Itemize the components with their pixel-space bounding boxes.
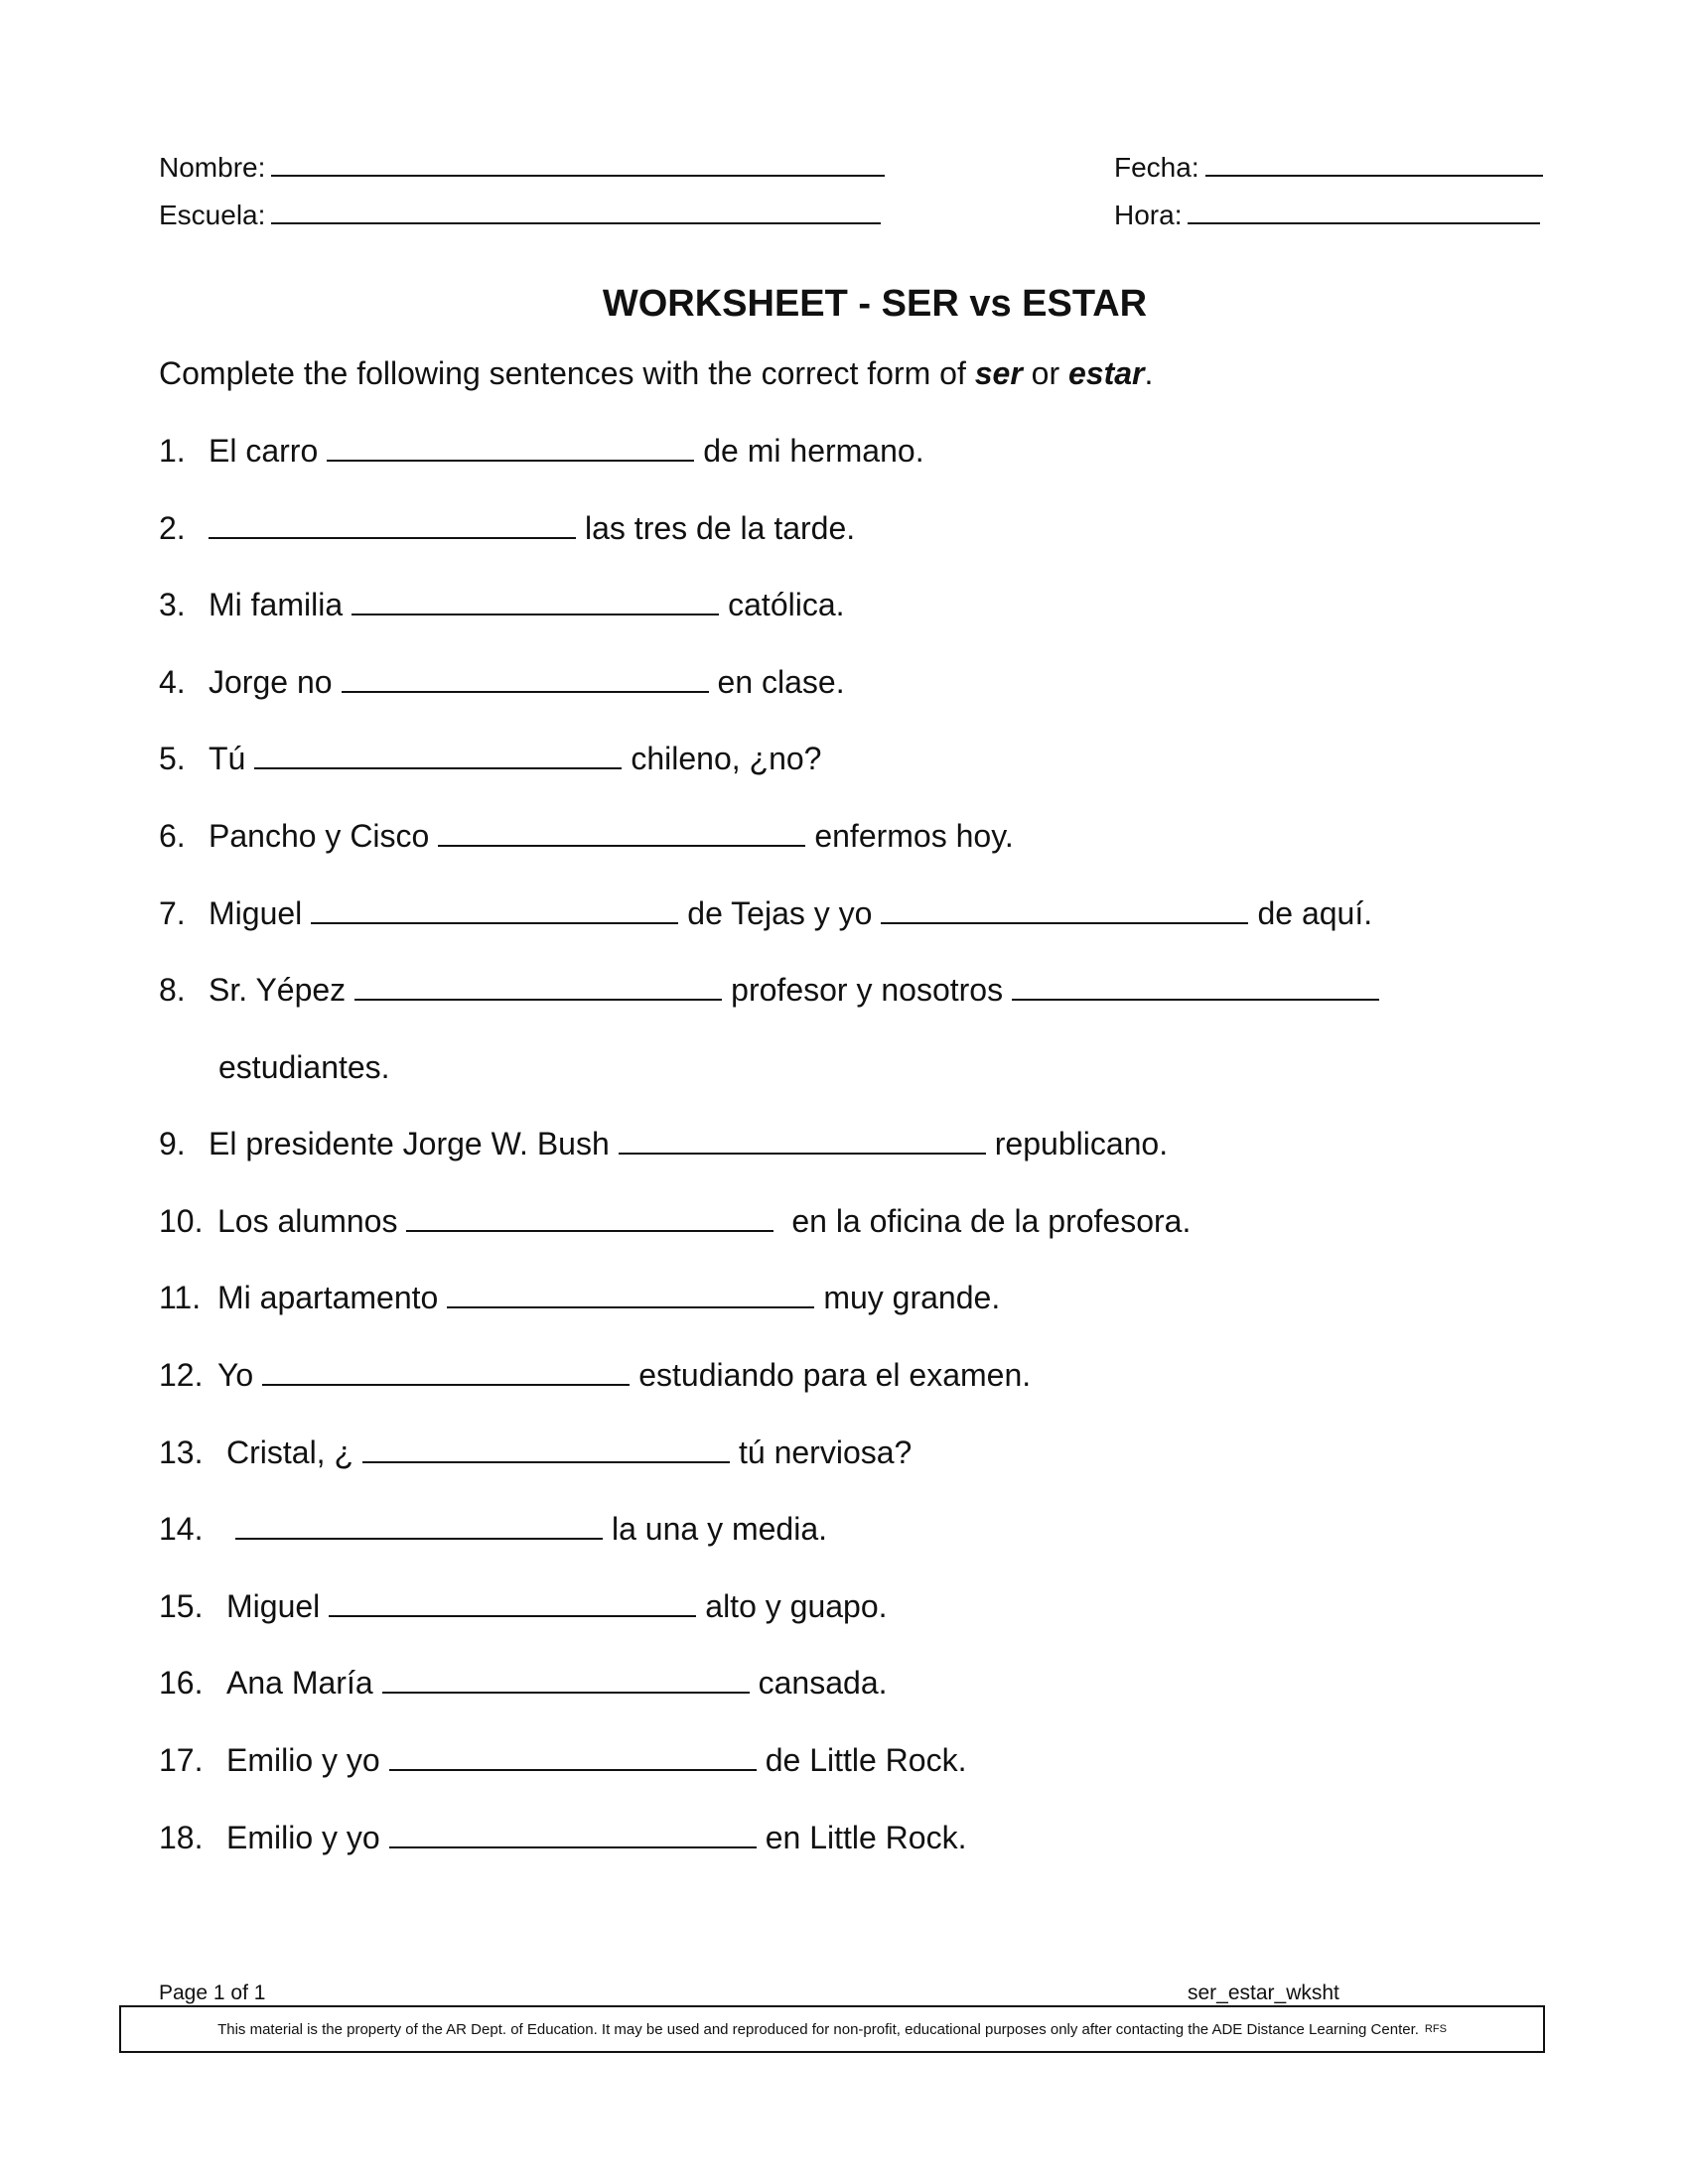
question-text-after: enfermos hoy. bbox=[814, 818, 1014, 854]
question-text-after: republicano. bbox=[994, 1126, 1169, 1161]
question-text-before: Los alumnos bbox=[217, 1203, 398, 1239]
question-10 bbox=[159, 1203, 1191, 1240]
question-text-before: Miguel bbox=[209, 895, 303, 931]
question-text-after: las tres de la tarde. bbox=[585, 510, 856, 546]
question-4 bbox=[159, 664, 845, 701]
question-1 bbox=[159, 433, 924, 470]
hora-label: Hora: bbox=[1114, 200, 1183, 230]
question-text-before: Emilio y yo bbox=[226, 1742, 380, 1778]
question-number: 4. bbox=[159, 664, 186, 700]
question-text-after: alto y guapo. bbox=[705, 1588, 888, 1624]
question-6 bbox=[159, 818, 1014, 855]
escuela-line[interactable] bbox=[271, 201, 881, 224]
question-text-after: estudiando para el examen. bbox=[638, 1357, 1032, 1393]
question-text-after: tú nerviosa? bbox=[739, 1434, 913, 1470]
question-17 bbox=[159, 1742, 966, 1779]
question-text-after: chileno, ¿no? bbox=[631, 741, 822, 776]
question-text-before: Mi familia bbox=[209, 587, 344, 622]
question-number: 14. bbox=[159, 1511, 204, 1547]
answer-blank[interactable] bbox=[352, 590, 719, 615]
question-text-before: Sr. Yépez bbox=[209, 972, 347, 1008]
answer-blank[interactable] bbox=[382, 1668, 750, 1694]
question-5 bbox=[159, 741, 821, 777]
question-text-before: Pancho y Cisco bbox=[209, 818, 430, 854]
question-number: 15. bbox=[159, 1588, 204, 1624]
question-number: 7. bbox=[159, 895, 186, 931]
question-number: 12. bbox=[159, 1357, 204, 1393]
escuela-label: Escuela: bbox=[159, 200, 266, 230]
question-2 bbox=[159, 510, 855, 547]
question-7 bbox=[159, 895, 1372, 932]
nombre-line[interactable] bbox=[271, 153, 885, 177]
question-text-before: Emilio y yo bbox=[226, 1820, 380, 1855]
question-number: 6. bbox=[159, 818, 186, 854]
answer-blank[interactable] bbox=[235, 1514, 603, 1540]
answer-blank-2[interactable] bbox=[1012, 975, 1379, 1001]
answer-blank-2[interactable] bbox=[881, 898, 1248, 924]
question-number: 8. bbox=[159, 972, 186, 1008]
question-text-after: en Little Rock. bbox=[765, 1820, 967, 1855]
author-initials: RFS bbox=[1424, 2023, 1447, 2035]
question-16 bbox=[159, 1665, 888, 1702]
question-3 bbox=[159, 587, 845, 623]
question-13 bbox=[159, 1434, 912, 1471]
answer-blank-1[interactable] bbox=[354, 975, 722, 1001]
question-text-after: muy grande. bbox=[823, 1280, 1001, 1315]
answer-blank[interactable] bbox=[389, 1745, 757, 1771]
verb-ser: ser bbox=[974, 355, 1023, 391]
question-text-before: Miguel bbox=[226, 1588, 321, 1624]
fecha-line[interactable] bbox=[1205, 153, 1543, 177]
hora-line[interactable] bbox=[1188, 201, 1540, 224]
fecha-label: Fecha: bbox=[1114, 152, 1199, 183]
question-text-middle: de Tejas y yo bbox=[687, 895, 873, 931]
question-text-after: en la oficina de la profesora. bbox=[782, 1203, 1192, 1239]
question-text-before: El presidente Jorge W. Bush bbox=[209, 1126, 610, 1161]
worksheet-title: WORKSHEET - SER vs ESTAR bbox=[602, 283, 1148, 325]
copyright-notice: This material is the property of the AR Dept. of Education. It may be used and reproduced for non-profit, educational purposes only after contacting the ADE Distance Learning Center. bbox=[217, 2020, 1419, 2038]
question-number: 3. bbox=[159, 587, 186, 622]
question-number: 2. bbox=[159, 510, 186, 546]
fecha-field[interactable] bbox=[1114, 152, 1543, 184]
question-14 bbox=[159, 1511, 827, 1548]
answer-blank[interactable] bbox=[406, 1206, 774, 1232]
answer-blank[interactable] bbox=[262, 1360, 630, 1386]
escuela-field[interactable] bbox=[159, 200, 881, 231]
question-number: 18. bbox=[159, 1820, 204, 1855]
question-15 bbox=[159, 1588, 888, 1625]
question-text-after: cansada. bbox=[758, 1665, 888, 1701]
question-text-before: El carro bbox=[209, 433, 319, 469]
instructions-or: or bbox=[1022, 355, 1068, 391]
question-text-before: Tú bbox=[209, 741, 246, 776]
question-9 bbox=[159, 1126, 1168, 1162]
instructions-period: . bbox=[1144, 355, 1154, 391]
nombre-label: Nombre: bbox=[159, 152, 266, 183]
question-text-after: de aquí. bbox=[1257, 895, 1373, 931]
question-12 bbox=[159, 1357, 1031, 1394]
question-text-after: en clase. bbox=[717, 664, 845, 700]
question-number: 9. bbox=[159, 1126, 186, 1161]
answer-blank[interactable] bbox=[327, 436, 694, 462]
question-text-middle: profesor y nosotros bbox=[731, 972, 1004, 1008]
answer-blank[interactable] bbox=[362, 1437, 730, 1463]
file-name: ser_estar_wksht bbox=[1188, 1981, 1339, 2004]
question-text-after: de mi hermano. bbox=[703, 433, 924, 469]
question-text-before: Cristal, ¿ bbox=[226, 1434, 353, 1470]
question-number: 13. bbox=[159, 1434, 204, 1470]
question-text-after: de Little Rock. bbox=[765, 1742, 967, 1778]
question-number: 10. bbox=[159, 1203, 204, 1239]
verb-estar: estar bbox=[1068, 355, 1145, 391]
instructions bbox=[159, 355, 1153, 392]
copyright-notice-box bbox=[119, 2005, 1545, 2053]
nombre-field[interactable] bbox=[159, 152, 885, 184]
question-text-after: la una y media. bbox=[612, 1511, 828, 1547]
answer-blank[interactable] bbox=[447, 1283, 814, 1308]
question-number: 5. bbox=[159, 741, 186, 776]
question-text-before: Yo bbox=[217, 1357, 254, 1393]
answer-blank[interactable] bbox=[329, 1591, 696, 1617]
question-8 bbox=[159, 972, 1388, 1009]
answer-blank[interactable] bbox=[619, 1129, 986, 1155]
hora-field[interactable] bbox=[1114, 200, 1540, 231]
question-number: 11. bbox=[159, 1280, 202, 1315]
question-11 bbox=[159, 1280, 1000, 1316]
answer-blank[interactable] bbox=[438, 821, 805, 847]
page-number: Page 1 of 1 bbox=[159, 1981, 266, 2004]
question-text-after: católica. bbox=[728, 587, 845, 622]
answer-blank[interactable] bbox=[342, 667, 709, 693]
question-text-before: Jorge no bbox=[209, 664, 333, 700]
answer-blank[interactable] bbox=[254, 744, 622, 769]
answer-blank[interactable] bbox=[209, 513, 576, 539]
question-text-before: Mi apartamento bbox=[217, 1280, 439, 1315]
instructions-text: Complete the following sentences with the correct form of bbox=[159, 355, 975, 391]
answer-blank-1[interactable] bbox=[311, 898, 678, 924]
question-18 bbox=[159, 1820, 966, 1856]
question-text-before: Ana María bbox=[226, 1665, 373, 1701]
question-number: 16. bbox=[159, 1665, 204, 1701]
answer-blank[interactable] bbox=[389, 1823, 757, 1848]
question-8-continuation: estudiantes. bbox=[218, 1049, 390, 1085]
question-number: 17. bbox=[159, 1742, 204, 1778]
question-number: 1. bbox=[159, 433, 186, 469]
